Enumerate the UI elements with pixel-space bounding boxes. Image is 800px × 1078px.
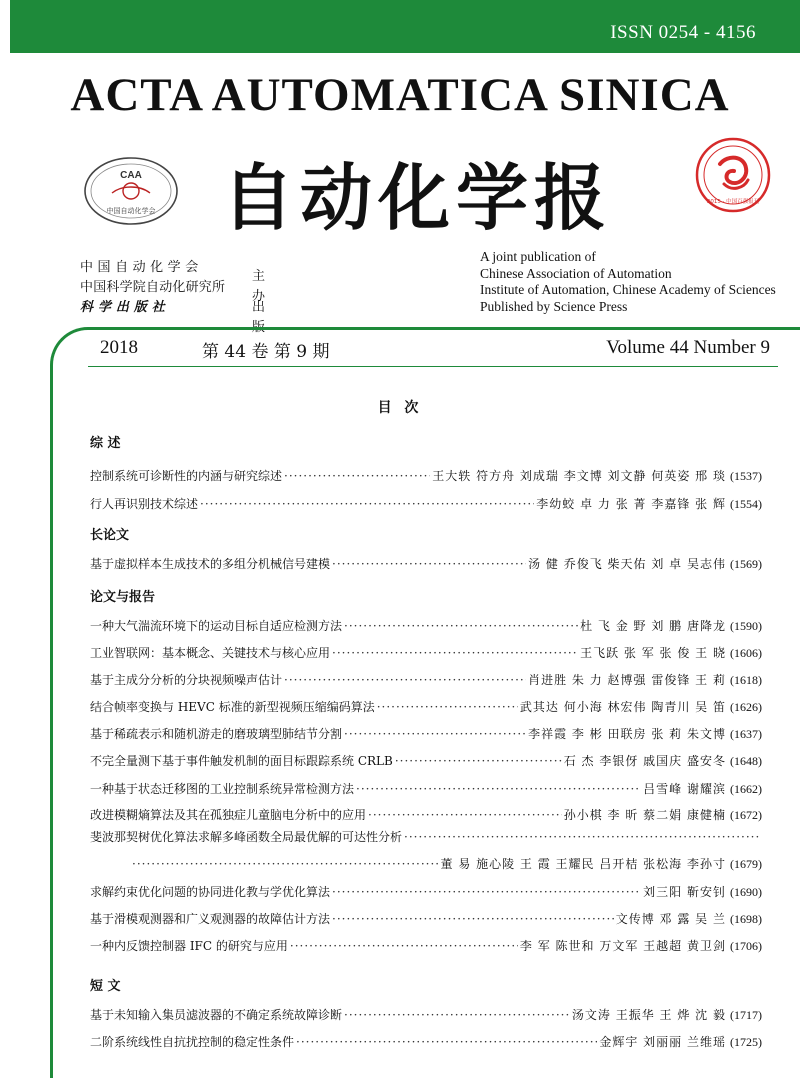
toc-leader-dots (377, 700, 518, 714)
toc-entry-page: (1672) (730, 808, 762, 822)
toc-leader-dots (356, 782, 641, 796)
top100-seal-icon (694, 136, 772, 214)
toc-entry[interactable] (90, 644, 762, 664)
caa-logo (82, 155, 180, 227)
toc-entry-title: 求解约束优化问题的协同进化教与学优化算法 (90, 885, 331, 899)
toc-entry-authors: 石 杰 李银伢 戚国庆 盛安冬 (563, 754, 726, 768)
toc-entry[interactable] (90, 1006, 762, 1026)
toc-entry-page: (1554) (730, 497, 762, 511)
toc-entry-authors: 杜 飞 金 野 刘 鹏 唐降龙 (580, 619, 726, 633)
toc-entry-page: (1698) (730, 912, 762, 926)
toc-entry[interactable] (90, 883, 762, 903)
publishers-en-line2: Chinese Association of Automation (480, 265, 672, 281)
toc-entry-title: 基于未知输入集员滤波器的不确定系统故障诊断 (90, 1008, 343, 1022)
toc-entry-authors: 李幼蛟 卓 力 张 菁 李嘉锋 张 辉 (536, 497, 726, 511)
toc-entry-title: 一种大气湍流环境下的运动目标自适应检测方法 (90, 619, 343, 633)
toc-leader-dots (395, 754, 562, 768)
toc-entry-title: 一种基于状态迁移图的工业控制系统异常检测方法 (90, 782, 355, 796)
toc-entry[interactable] (90, 937, 762, 957)
toc-entry-authors: 吕雪峰 谢耀滨 (643, 782, 726, 796)
seal-text: 2015 · 中国百强报刊 (706, 199, 760, 205)
toc-entry-title: 基于滑模观测器和广义观测器的故障估计方法 (90, 912, 331, 926)
toc-entry[interactable] (90, 467, 762, 487)
journal-title-chinese: 自动化学报 (222, 156, 613, 240)
toc-entry-page: (1537) (730, 469, 762, 483)
toc-leader-dots (332, 885, 641, 899)
toc-entry-title: 一种内反馈控制器 IFC 的研究与应用 (90, 939, 288, 953)
toc-entry-authors: 王飞跃 张 军 张 俊 王 晓 (580, 646, 726, 660)
issue-divider (88, 366, 778, 367)
toc-entry-page: (1590) (730, 619, 762, 633)
toc-entry-page: (1725) (730, 1035, 762, 1049)
toc-leader-dots (344, 1008, 570, 1022)
toc-leader-dots (132, 857, 438, 871)
toc-entry-authors: 武其达 何小海 林宏伟 陶青川 吴 笛 (519, 700, 726, 714)
toc-entry-authors: 董 易 施心陵 王 霞 王耀民 吕开桔 张松海 李孙寸 (440, 857, 726, 871)
toc-entry-page: (1626) (730, 700, 762, 714)
issn-number: ISSN 0254 - 4156 (610, 22, 756, 43)
toc-leader-dots (290, 939, 518, 953)
toc-entry-title: 基于虚拟样本生成技术的多组分机械信号建模 (90, 557, 331, 571)
toc-entry-authors: 王大轶 符方舟 刘成瑞 李文博 刘文静 何英姿 邢 琰 (432, 469, 726, 483)
toc-leader-dots (296, 1035, 597, 1049)
toc-section-heading: 短 文 (90, 979, 121, 994)
toc-leader-dots (344, 619, 578, 633)
toc-entry[interactable] (90, 1033, 762, 1053)
publishers-en-line4: Published by Science Press (480, 298, 628, 314)
toc-entry-title: 基于稀疏表示和随机游走的磨玻璃型肺结节分割 (90, 727, 343, 741)
publishers-en-line3: Institute of Automation, Chinese Academy of Sciences (480, 282, 776, 297)
caa-logo-text: CAA (120, 170, 142, 181)
toc-leader-dots (200, 497, 534, 511)
toc-entry-title: 行人再识别技术综述 (90, 497, 199, 511)
toc-leader-dots (332, 912, 614, 926)
toc-leader-dots (284, 469, 430, 483)
toc-entry-title: 结合帧率变换与 HEVC 标准的新型视频压缩编码算法 (90, 700, 375, 714)
issue-volume-english: Volume 44 Number 9 (606, 337, 770, 358)
issue-volume-chinese: 第 44 卷 第 9 期 (202, 342, 330, 362)
toc-leader-dots (368, 808, 562, 822)
toc-entry[interactable] (90, 698, 762, 718)
toc-entry-page: (1706) (730, 939, 762, 953)
toc-entry[interactable] (90, 910, 762, 930)
publishers-en-line1: A joint publication of (480, 249, 596, 264)
toc-entry-authors: 孙小棋 李 昕 蔡二娟 康健楠 (563, 808, 726, 822)
publishers-english (480, 249, 776, 315)
toc-entry[interactable] (90, 555, 762, 575)
role-host: 主办 (252, 269, 266, 304)
toc-entry-authors: 刘三阳 靳安钊 (643, 885, 726, 899)
toc-leader-dots (284, 673, 526, 687)
toc-entry-authors: 金辉宇 刘丽丽 兰维瑶 (599, 1035, 726, 1049)
toc-entry-title: 二阶系统线性自抗扰控制的稳定性条件 (90, 1035, 295, 1049)
toc-entry-page: (1637) (730, 727, 762, 741)
toc-entry-authors: 肖进胜 朱 力 赵博强 雷俊锋 王 莉 (528, 673, 726, 687)
toc-leader-dots (332, 646, 578, 660)
toc-leader-dots (344, 727, 526, 741)
toc-entry-title: 斐波那契树优化算法求解多峰函数全局最优解的可达性分析 (90, 830, 403, 844)
toc-entry[interactable] (90, 752, 762, 772)
toc-entry-authors: 李 军 陈世和 万文军 王越超 黄卫剑 (519, 939, 726, 953)
toc-entry-authors: 李祥霞 李 彬 田联房 张 莉 朱文博 (528, 727, 726, 741)
toc-entry-title: 改进模糊熵算法及其在孤独症儿童脑电分析中的应用 (90, 808, 367, 822)
toc-entry-page: (1662) (730, 782, 762, 796)
toc-entry[interactable] (90, 617, 762, 637)
publisher-institute: 中国科学院自动化研究所 (80, 280, 226, 295)
toc-entry-page: (1606) (730, 646, 762, 660)
journal-title-english: ACTA AUTOMATICA SINICA (70, 69, 730, 121)
toc-entry-page: (1618) (730, 673, 762, 687)
publisher-science-press: 科 学 出 版 社 (80, 300, 165, 315)
toc-entry-page: (1569) (730, 557, 762, 571)
publisher-caa: 中 国 自 动 化 学 会 (80, 260, 199, 275)
publishers-chinese (80, 258, 266, 335)
toc-entry[interactable] (130, 855, 762, 875)
toc-entry-title: 基于主成分分析的分块视频噪声估计 (90, 673, 283, 687)
toc-entry[interactable] (90, 806, 762, 826)
toc-entry[interactable] (90, 725, 762, 745)
toc-entry-page: (1690) (730, 885, 762, 899)
toc-section-heading: 长论文 (90, 528, 130, 543)
toc-entry-page: (1648) (730, 754, 762, 768)
toc-entry[interactable] (90, 828, 762, 848)
role-publish: 出版 (252, 300, 266, 335)
toc-entry-title: 控制系统可诊断性的内涵与研究综述 (90, 469, 283, 483)
toc-entry-authors: 汤文涛 王振华 王 烨 沈 毅 (571, 1008, 726, 1022)
toc-entry-title: 不完全量测下基于事件触发机制的面目标跟踪系统 CRLB (90, 754, 393, 768)
toc-entry[interactable] (90, 671, 762, 691)
caa-logo-subtext: 中国自动化学会 (106, 207, 156, 215)
toc-entry-authors: 文传博 邓 露 吴 兰 (615, 912, 726, 926)
toc-title: 目 次 (377, 400, 423, 416)
toc-entry-page: (1679) (730, 857, 762, 871)
toc-entry-page: (1717) (730, 1008, 762, 1022)
toc-entry[interactable] (90, 495, 762, 515)
toc-entry-authors: 汤 健 乔俊飞 柴天佑 刘 卓 吴志伟 (528, 557, 726, 571)
toc-leader-dots (404, 830, 760, 844)
toc-entry-title: 工业智联网：基本概念、关键技术与核心应用 (90, 646, 331, 660)
toc-section-heading: 论文与报告 (90, 590, 156, 605)
issue-year: 2018 (100, 337, 138, 358)
toc-leader-dots (332, 557, 526, 571)
toc-entry[interactable] (90, 780, 762, 800)
toc-section-heading: 综 述 (90, 436, 121, 451)
